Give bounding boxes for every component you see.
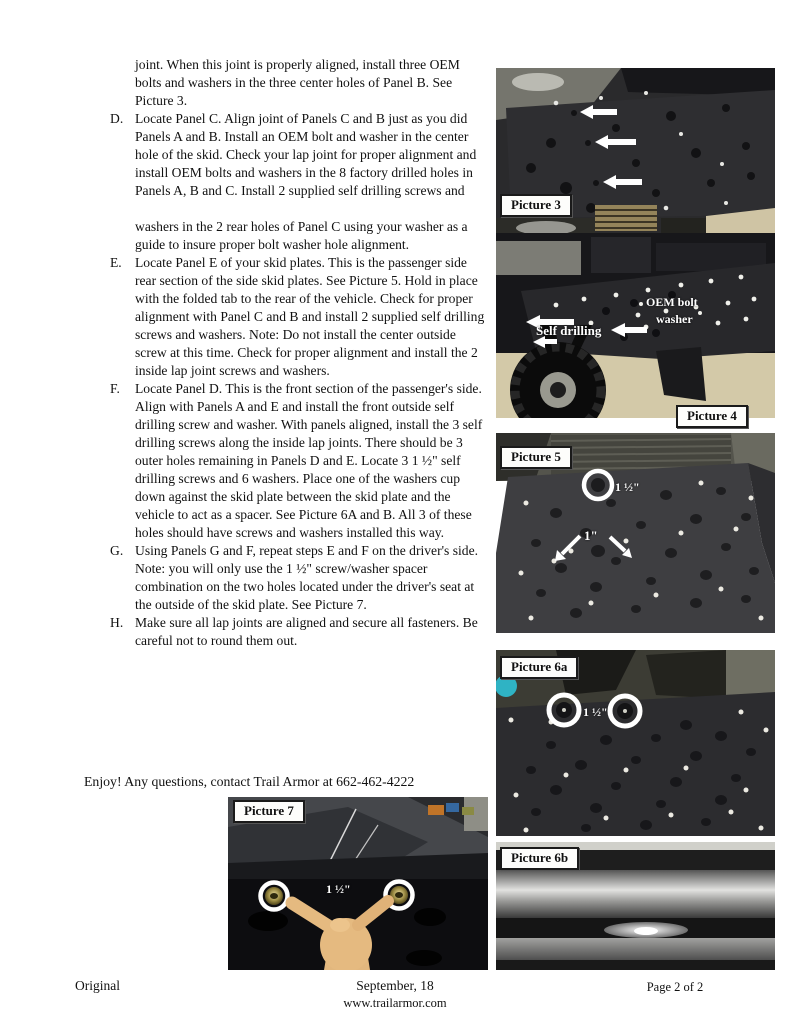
step-letter: H. (110, 615, 124, 630)
picture-5-photo (496, 433, 775, 633)
self-drilling-annotation: Self drilling (536, 323, 602, 338)
intro-continuation-paragraph: joint. When this joint is properly aligned, install three OEM bolts and washers in the three center holes of Panel B. See Picture 3. (135, 57, 460, 108)
step-e-text: Locate Panel E of your skid plates. This is the passenger side rear section of the side skid plates. See Picture 5. Hold in place with the folded tab to the rear of the vehicle. Check for proper alignment with Panel C and B and install 2 supplied self drilling screws and washers. Note: Do not install the center outside screw at this time. Check for proper alignment and install the 2 inside lap joint screws and washers. (135, 255, 485, 378)
size-annotation-1half: 1 ½" (615, 480, 640, 494)
picture-5-label: Picture 5 (500, 446, 572, 469)
oem-bolt-annotation: OEM bolt (646, 295, 698, 309)
closing-line: Enjoy! Any questions, contact Trail Armor at 662-462-4222 (84, 774, 415, 789)
step-letter: G. (110, 543, 124, 558)
instruction-text-column (110, 56, 488, 650)
step-f-text: Locate Panel D. This is the front section of the passenger's side. Align with Panels A and E and install the front outside self drilling screw and washer. With panels aligned, install the 3 self drilling screws along the inside lap joints. There should be 3 outer holes remaining in Panels D and E. Locate 3 1 ½" self drilling screws and 6 washers. Place one of the washers cup down against the skid plate between the skid plate and the vehicle to act as a spacer. See Picture 6A and B. All 3 of these holes should have screws and washers installed this way. (135, 381, 483, 540)
picture-6a-label: Picture 6a (500, 656, 578, 679)
picture-6a-photo (496, 650, 775, 836)
picture-7-photo (228, 797, 488, 970)
step-g (110, 542, 488, 614)
picture-4-label: Picture 4 (676, 405, 748, 428)
washer-annotation: washer (656, 312, 693, 326)
step-letter: F. (110, 381, 120, 396)
step-d-text: Locate Panel C. Align joint of Panels C and B just as you did Panels A and B. Install an OEM bolt and washer in the center hole of the skid. Check your lap joint for proper alignment and install OEM bolts and washers in the 8 factory drilled holes in Panels A, B and C. Install 2 supplied self drilling screws and (135, 111, 477, 198)
footer-revision: Original (75, 978, 120, 993)
step-letter: D. (110, 111, 124, 126)
picture-4-photo (496, 233, 775, 423)
footer-website: www.trailarmor.com (343, 996, 447, 1010)
size-annotation-1half: 1 ½" (583, 705, 608, 719)
picture-6b-label: Picture 6b (500, 847, 579, 870)
step-d-continuation: washers in the 2 rear holes of Panel C using your washer as a guide to insure proper bolt washer hole alignment. (135, 219, 468, 252)
picture-3-photo (496, 68, 775, 233)
step-e (110, 254, 488, 380)
footer-page-number: Page 2 of 2 (646, 980, 704, 994)
picture-6b-photo (496, 842, 775, 970)
step-h-text: Make sure all lap joints are aligned and secure all fasteners. Be careful not to round them out. (135, 615, 478, 648)
picture-7-label: Picture 7 (233, 800, 305, 823)
step-letter: E. (110, 255, 122, 270)
step-f (110, 380, 488, 542)
size-annotation-1inch: 1" (584, 528, 598, 543)
size-annotation-1half: 1 ½" (326, 882, 351, 896)
step-h (110, 614, 488, 650)
footer-date: September, 18 (356, 978, 434, 993)
step-d (110, 110, 488, 254)
picture-3-label: Picture 3 (500, 194, 572, 217)
step-g-text: Using Panels G and F, repeat steps E and F on the driver's side. Note: you will only use the 1 ½" screw/washer spacer combination on the two holes located under the driver's seat at the outside of the skid plate. See Picture 7. (135, 543, 479, 612)
